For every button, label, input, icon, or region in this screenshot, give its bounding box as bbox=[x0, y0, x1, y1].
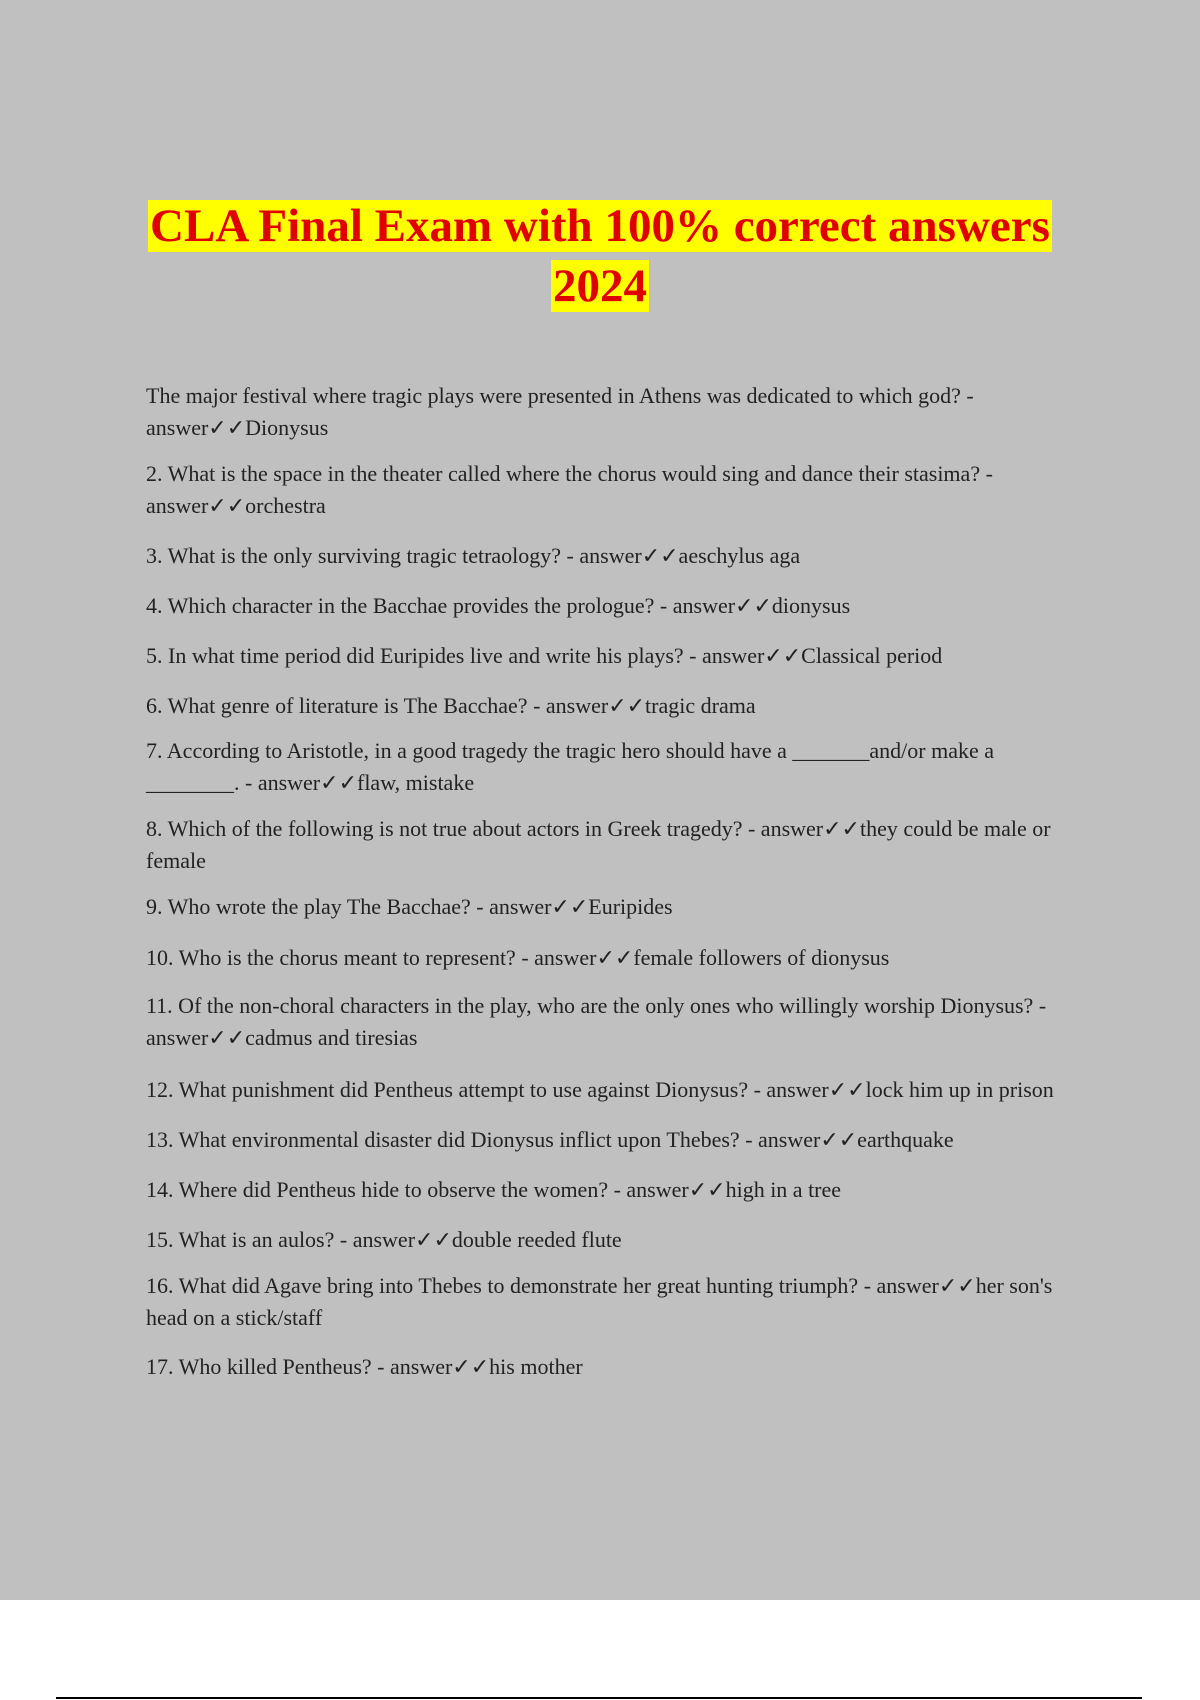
qa-item: 14. Where did Pentheus hide to observe the women? - answer✓✓high in a tree bbox=[146, 1177, 842, 1202]
qa-item: 4. Which character in the Bacchae provides the prologue? - answer✓✓dionysus bbox=[146, 593, 851, 618]
qa-item: 10. Who is the chorus meant to represent? - answer✓✓female followers of dionysus bbox=[146, 945, 890, 970]
qa-item: 13. What environmental disaster did Dionysus inflict upon Thebes? - answer✓✓earthquake bbox=[146, 1127, 954, 1152]
qa-item: 16. What did Agave bring into Thebes to demonstrate her great hunting triumph? - answer✓✓her son's head on a stick/staff bbox=[146, 1273, 1053, 1330]
footer-rule bbox=[56, 1697, 1142, 1699]
qa-item: The major festival where tragic plays were presented in Athens was dedicated to which god? - answer✓✓Dionysus bbox=[146, 383, 974, 440]
qa-item: 7. According to Aristotle, in a good tragedy the tragic hero should have a _______and/or make a ________. - answer✓✓flaw, mistake bbox=[146, 738, 994, 795]
question-answer-list bbox=[146, 380, 1086, 1383]
qa-item: 5. In what time period did Euripides live and write his plays? - answer✓✓Classical period bbox=[146, 643, 943, 668]
highlighted-title-text: CLA Final Exam with 100% correct answers 2024 bbox=[150, 200, 1050, 313]
qa-item: 6. What genre of literature is The Bacchae? - answer✓✓tragic drama bbox=[146, 693, 756, 718]
qa-item: 12. What punishment did Pentheus attempt to use against Dionysus? - answer✓✓lock him up in prison bbox=[146, 1077, 1054, 1102]
qa-item: 2. What is the space in the theater called where the chorus would sing and dance their stasima? - answer✓✓orchestra bbox=[146, 461, 993, 518]
qa-item: 3. What is the only surviving tragic tetraology? - answer✓✓aeschylus aga bbox=[146, 543, 801, 568]
qa-item: 15. What is an aulos? - answer✓✓double reeded flute bbox=[146, 1227, 622, 1252]
qa-item: 8. Which of the following is not true about actors in Greek tragedy? - answer✓✓they could be male or female bbox=[146, 816, 1051, 873]
qa-item: 9. Who wrote the play The Bacchae? - answer✓✓Euripides bbox=[146, 894, 673, 919]
qa-item: 11. Of the non-choral characters in the play, who are the only ones who willingly worship Dionysus? - answer✓✓cadmus and tiresias bbox=[146, 993, 1047, 1050]
qa-item: 17. Who killed Pentheus? - answer✓✓his mother bbox=[146, 1354, 583, 1379]
page-title bbox=[100, 196, 1100, 316]
